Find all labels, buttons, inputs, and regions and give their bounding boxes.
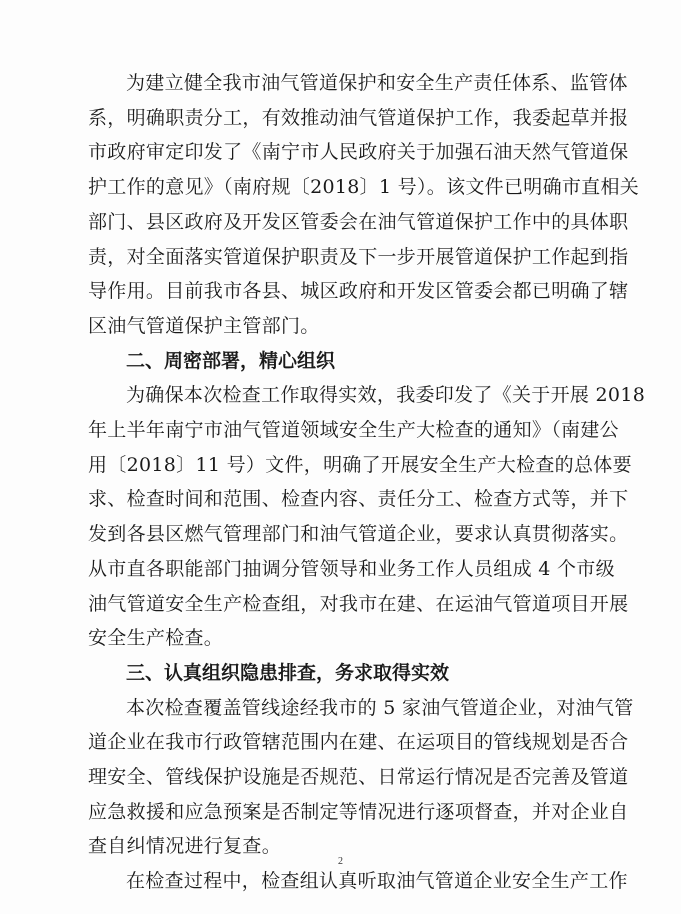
paragraph-deployment (88, 378, 646, 656)
page-number: 2 (338, 856, 343, 867)
text-line: 理安全、管线保护设施是否规范、日常运行情况是否完善及管道 (88, 766, 629, 789)
text-line: 为确保本次检查工作取得实效，我委印发了《关于开展 2018 (126, 384, 646, 407)
section-heading-hazard-inspection: 三、认真组织隐患排查，务求取得实效 (126, 661, 450, 684)
document-body (88, 66, 646, 899)
text-line: 从市直各职能部门抽调分管领导和业务工作人员组成 4 个市级 (88, 557, 615, 580)
paragraph-hazard-inspection (88, 691, 634, 865)
text-line: 求、检查时间和范围、检查内容、责任分工、检查方式等，并下 (88, 488, 629, 511)
paragraph-inspection-process (88, 864, 628, 899)
text-line: 本次检查覆盖管线途经我市的 5 家油气管道企业，对油气管 (126, 696, 634, 719)
text-line: 为建立健全我市油气管道保护和安全生产责任体系、监管体 (126, 72, 628, 94)
text-line: 查自纠情况进行复查。 (88, 835, 282, 858)
text-line: 安全生产检查。 (88, 627, 224, 650)
text-line: 市政府审定印发了《南宁市人民政府关于加强石油天然气管道保 (88, 141, 629, 164)
text-line: 油气管道安全生产检查组，对我市在建、在运油气管道项目开展 (88, 592, 629, 615)
text-line: 导作用。目前我市各县、城区政府和开发区管委会都已明确了辖 (88, 280, 629, 303)
text-line: 责，对全面落实管道保护职责及下一步开展管道保护工作起到指 (88, 245, 629, 268)
text-line: 应急救援和应急预案是否制定等情况进行逐项督查，并对企业自 (88, 800, 629, 823)
text-line: 区油气管道保护主管部门。 (88, 314, 320, 337)
text-line: 在检查过程中，检查组认真听取油气管道企业安全生产工作 (126, 870, 628, 893)
text-line: 系，明确职责分工，有效推动油气管道保护工作，我委起草并报 (88, 106, 629, 129)
text-line: 道企业在我市行政管辖范围内在建、在运项目的管线规划是否合 (88, 731, 629, 754)
text-line: 发到各县区燃气管理部门和油气管道企业，要求认真贯彻落实。 (88, 523, 629, 546)
text-line: 部门、县区政府及开发区管委会在油气管道保护工作中的具体职 (88, 210, 629, 233)
section-heading-deployment: 二、周密部署，精心组织 (126, 349, 336, 372)
paragraph-responsibility-system (88, 66, 640, 344)
text-line: 年上半年南宁市油气管道领域安全生产大检查的通知》（南建公 (88, 419, 619, 442)
text-line: 护工作的意见》（南府规〔2018〕1 号）。该文件已明确市直相关 (88, 176, 640, 199)
text-line: 用〔2018〕11 号）文件，明确了开展安全生产大检查的总体要 (88, 453, 632, 476)
